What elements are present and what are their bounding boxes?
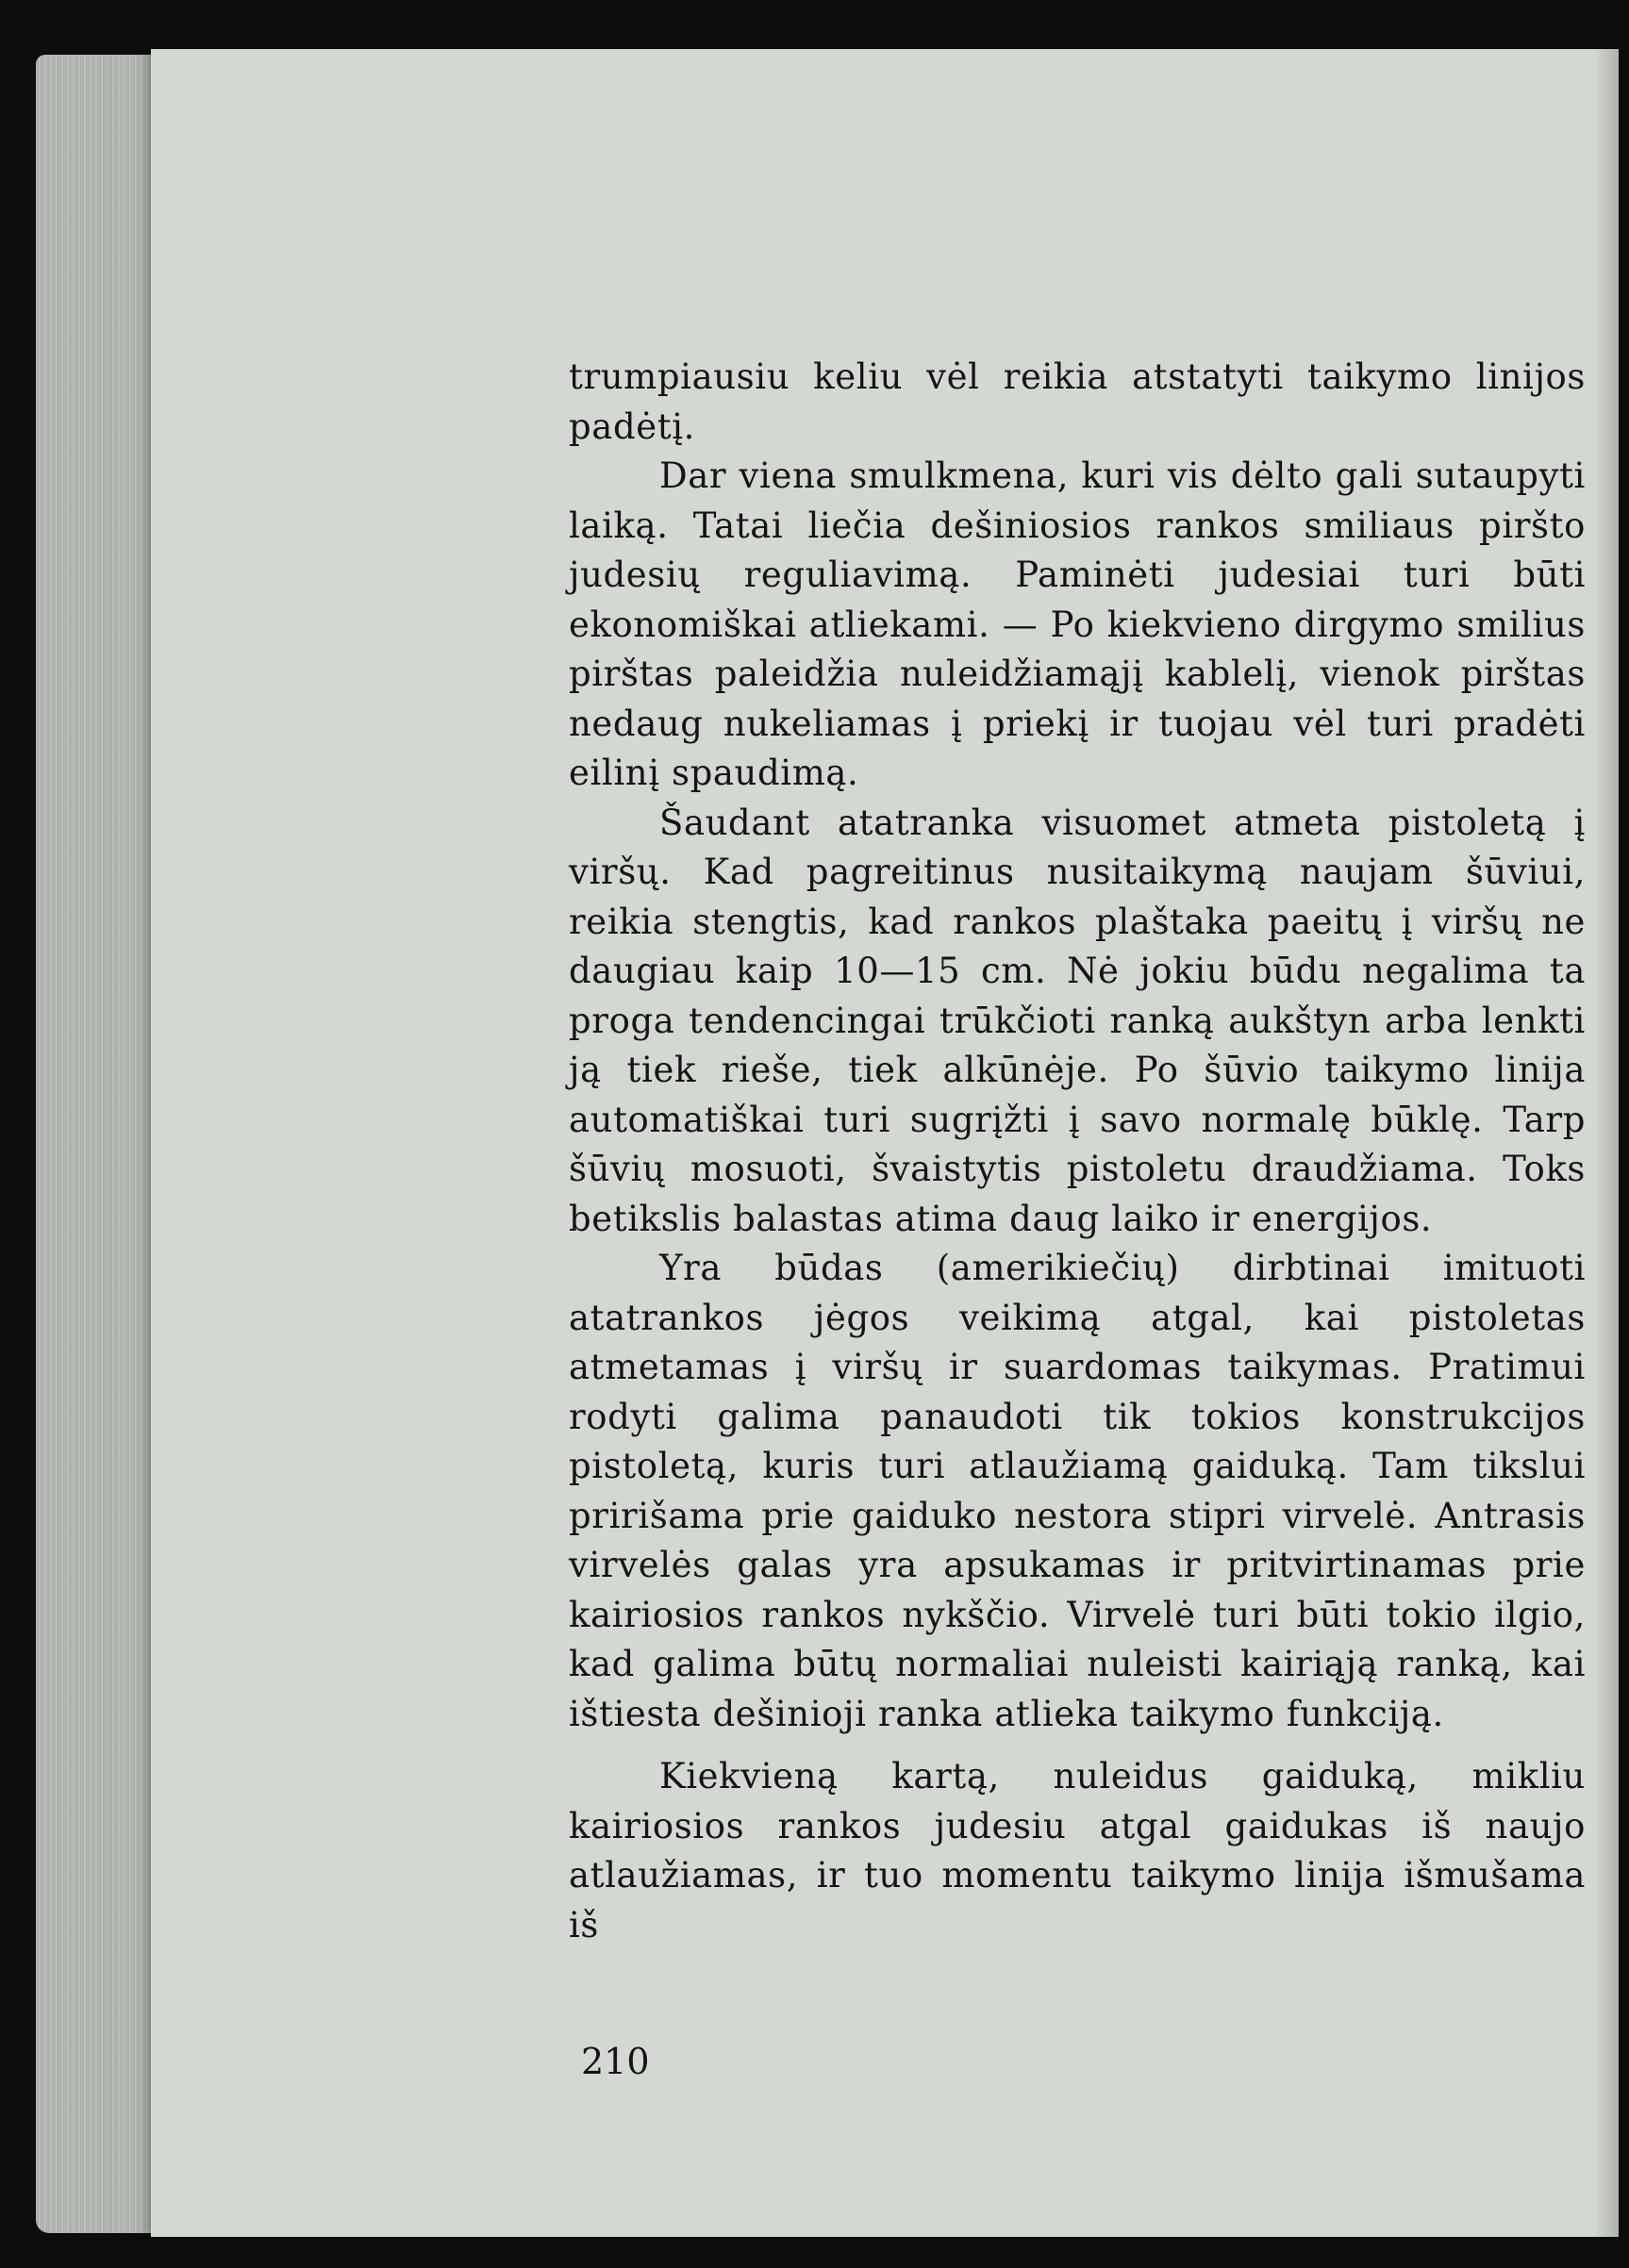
paragraph-each-time: Kiekvieną kartą, nuleidus gaiduką, mikliu kairiosios rankos judesiu atgal gaidukas iš naujo atlaužiamas, ir tuo momentu taikymo linija išmušama iš [569,1756,1586,1945]
paragraph-recoil: Šaudant atatranka visuomet atmeta pistoletą į viršų. Kad pagreitinus nusitaikymą naujam šūviui, reikia stengtis, kad rankos plaštaka paeitų į viršų ne daugiau kaip 10—15 cm. Nė jokiu būdu negalima ta proga tendencingai trūkčioti ranką aukštyn arba lenkti ją tiek rieše, tiek alkūnėje. Po šūvio taikymo linija automatiškai turi sugrįžti į savo normalę būklę. Tarp šūvių mosuoti, švaistytis pistoletu draudžiama. Toks betikslis balastas atima daug laiko ir energijos. [569,802,1586,1239]
paragraph-american-method: Yra būdas (amerikiečių) dirbtinai imituoti atatrankos jėgos veikimą atgal, kai pistoletas atmetamas į viršų ir suardomas taikymas. Pratimui rodyti galima panaudoti tik tokios konstrukcijos pistoletą, kuris turi atlaužiamą gaiduką. Tam tikslui pririšama prie gaiduko nestora stipri virvelė. Antrasis virvelės galas yra apsukamas ir pritvirtinamas prie kairiosios rankos nykščio. Virvelė turi būti tokio ilgio, kad galima būtų normaliai nuleisti kairiąją ranką, kai ištiesta dešinioji ranka atlieka taikymo funkciją. [569,1248,1586,1734]
page-number: 210 [581,2041,650,2082]
paragraph-continuation: trumpiausiu keliu vėl reikia atstatyti taikymo linijos padėtį. [569,356,1586,447]
book-page [151,49,1619,2237]
paragraph-finger-movement: Dar viena smulkmena, kuri vis dėlto gali sutaupyti laiką. Tatai liečia dešiniosios rankos smiliaus piršto judesių reguliavimą. Paminėti judesiai turi būti ekonomiškai atliekami. — Po kiekvieno dirgymo smilius pirštas paleidžia nuleidžiamąjį kablelį, vienok pirštas nedaug nukeliamas į priekį ir tuojau vėl turi pradėti eilinį spaudimą. [569,455,1586,793]
body-text [569,353,1586,1950]
